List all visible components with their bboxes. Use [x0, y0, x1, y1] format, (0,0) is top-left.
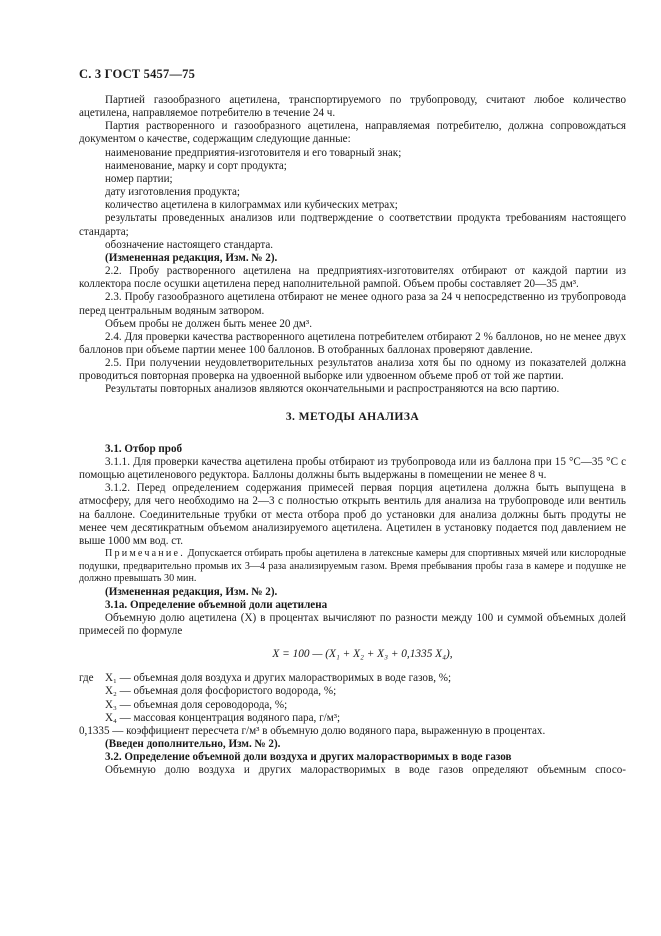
clause-3-1-2: 3.1.2. Перед определением содержания примесей первая порция ацетилена должна быть выпущена в атмосферу, для чего необходимо на 2—3 с полностью открыть вентиль для анализа на трубопроводе или вентиль на баллоне. Соединительные трубки от места отбора проб до установки для анализа должны быть продуты не менее чем десятикратным объемом анализируемого ацетилена. Ацетилен в установку подается под давлением не выше 1000 мм вод. ст. [79, 482, 626, 547]
clause-3-1a-heading: 3.1а. Определение объемной доли ацетилена [105, 598, 328, 611]
list-item: наименование, марку и сорт продукта; [105, 159, 287, 172]
edit-note: (Измененная редакция, Изм. № 2). [105, 585, 278, 598]
formula: X = 100 — (X₁ + X₂ + X₃ + 0,1335 X₄), [272, 648, 453, 661]
where-item: X₄ — массовая концентрация водяного пара, г/м³; [105, 711, 341, 724]
clause-3-1-heading: 3.1. Отбор проб [105, 442, 183, 455]
added-note: (Введен дополнительно, Изм. № 2). [105, 738, 281, 751]
where-item: X₁ — объемная доля воздуха и других малорастворимых в воде газов, %; [105, 672, 452, 685]
list-item: результаты проведенных анализов или подтверждение о соответствии продукта требованиям настоящего стандарта; [79, 212, 626, 238]
clause-2-3: 2.3. Пробу газообразного ацетилена отбирают не менее одного раза за 24 ч непосредственно из трубопровода перед центральным водяным затвором. [79, 291, 626, 317]
where-label: где [79, 672, 94, 685]
list-item: обозначение настоящего стандарта. [105, 238, 274, 251]
where-item: X₂ — объемная доля фосфористого водорода, %; [105, 685, 337, 698]
list-item: дату изготовления продукта; [105, 186, 240, 199]
clause-2-5-results: Результаты повторных анализов являются окончательными и распространяются на всю партию. [105, 383, 560, 396]
clause-2-3-volume: Объем пробы не должен быть менее 20 дм³. [105, 317, 313, 330]
clause-3-1-1: 3.1.1. Для проверки качества ацетилена пробы отбирают из трубопровода или из баллона при 15 °С—35 °С с помощью ацетиленового редуктора. Баллоны должны быть выдержаны в помещении не менее 8 ч. [79, 455, 626, 482]
clause-3-1a-text: Объемную долю ацетилена (X) в процентах вычисляют по разности между 100 и суммой объемных долей примесей по формуле [79, 611, 626, 637]
coefficient-text: 0,1335 — коэффициент пересчета г/м³ в объемную долю водяного пара, выраженную в процентах. [79, 724, 546, 737]
where-item: X₃ — объемная доля сероводорода, %; [105, 698, 288, 711]
note-label: Примечание. [105, 548, 185, 559]
note-text: Допускается отбирать пробы ацетилена в латексные камеры для спортивных мячей или кислородные подушки, предварительно промыв их 3—4 раза анализируемым газом. Время пребывания пробы газа в камере и подушке не должно превышать 30 мин. [79, 548, 626, 584]
edit-note: (Измененная редакция, Изм. № 2). [105, 251, 278, 264]
list-item: количество ацетилена в килограммах или кубических метрах; [105, 199, 398, 212]
clause-2-2: 2.2. Пробу растворенного ацетилена на предприятиях-изготовителях отбирают от каждой партии из коллектора после осушки ацетилена перед наполнительной рампой. Объем пробы составляет 20—35 дм³. [79, 265, 626, 291]
paragraph: Партия растворенного и газообразного ацетилена, направляемая потребителю, должна сопровождаться документом о качестве, содержащим следующие данные: [79, 120, 626, 146]
clause-2-5: 2.5. При получении неудовлетворительных результатов анализа хотя бы по одному из показателей должна проводиться повторная проверка на удвоенной выборке или удвоенном объеме проб от той же партии. [79, 357, 626, 383]
where-row [79, 672, 626, 685]
clause-3-2-heading: 3.2. Определение объемной доли воздуха и других малорастворимых в воде газов [105, 751, 512, 764]
paragraph: Партией газообразного ацетилена, транспортируемого по трубопроводу, считают любое количество ацетилена, направляемое потребителю в течение 24 ч. [79, 94, 626, 120]
coefficient-line [79, 725, 626, 738]
page-header: С. 3 ГОСТ 5457—75 [79, 67, 196, 81]
clause-3-2-text: Объемную долю воздуха и других малорастворимых в воде газов определяют объемным спосо- [105, 764, 626, 777]
note [79, 548, 626, 586]
list-item: номер партии; [105, 172, 173, 185]
document-body [79, 94, 626, 778]
clause-2-4: 2.4. Для проверки качества растворенного ацетилена потребителем отбирают 2 % баллонов, но не менее двух баллонов при объеме партии менее 100 баллонов. В отобранных баллонах проверяют давление. [79, 330, 626, 356]
list-item: наименование предприятия-изготовителя и его товарный знак; [105, 146, 402, 159]
section-title: 3. МЕТОДЫ АНАЛИЗА [285, 409, 420, 423]
